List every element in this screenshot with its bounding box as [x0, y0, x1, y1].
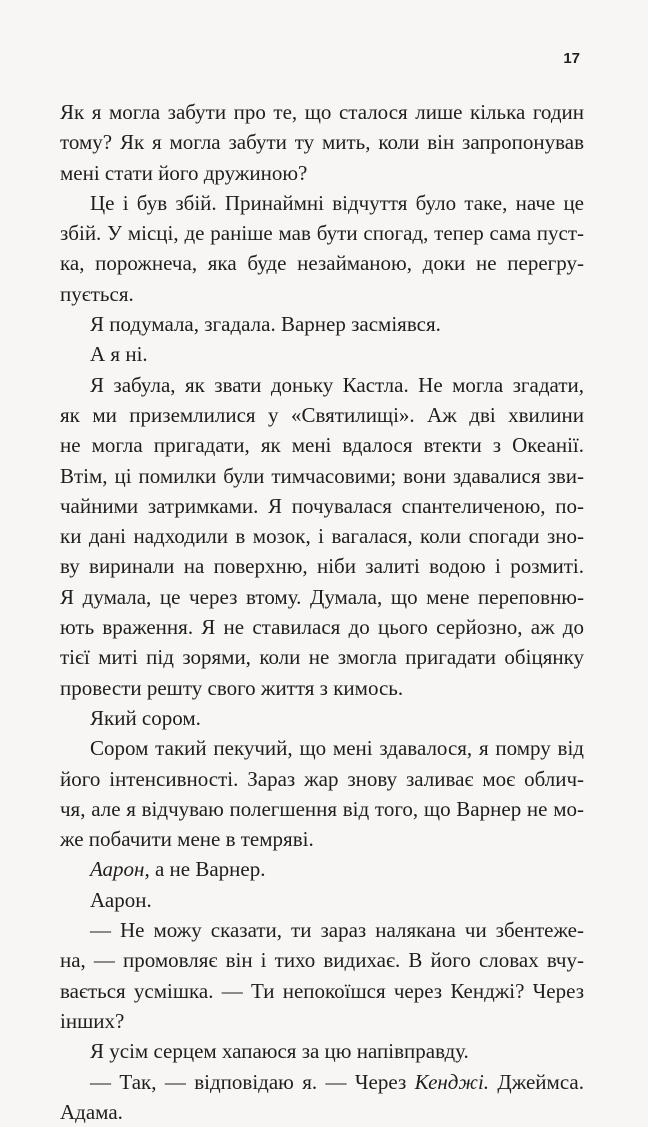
- text-line: пується.: [60, 281, 134, 306]
- text-line: ки дані надходили в мозок, і вагалася, коли спогади зно-: [60, 524, 584, 549]
- text-line: вається усмішка. — Ти непокоїшся через Кенджі? Через: [60, 978, 584, 1003]
- text-line: Я думала, це через втому. Думала, що мене переповню-: [60, 584, 584, 609]
- text-line: Це і був збій. Принаймні відчуття було таке, наче це: [90, 190, 584, 215]
- text-line: як ми приземлилися у «Святилищі». Аж дві хвилини: [60, 402, 584, 427]
- text-line: Який сором.: [90, 705, 201, 730]
- text-line: ву виринали на поверхню, ніби залиті водою і розмиті.: [60, 554, 584, 579]
- text-line: Я подумала, згадала. Варнер засміявся.: [90, 312, 441, 337]
- text-line: збій. У місці, де раніше мав бути спогад, тепер сама пуст-: [60, 221, 584, 246]
- text-line: [60, 854, 584, 884]
- text-line: чя, але я відчуваю полегшення від того, що Варнер не мо-: [60, 796, 584, 821]
- italic-text: Кенджі.: [414, 1069, 490, 1094]
- text-line: мені стати його дружиною?: [60, 160, 308, 185]
- text-line: не могла пригадати, як мені вдалося втекти з Океанії.: [60, 433, 584, 458]
- text-line: — Не можу сказати, ти зараз налякана чи збентеже-: [90, 918, 584, 943]
- text-line: Втім, ці помилки були тимчасовими; вони здавалися зви-: [60, 463, 584, 488]
- text-line: ка, порожнеча, яка буде незайманою, доки не перегру-: [60, 251, 584, 276]
- text-line: Адама.: [60, 1099, 123, 1124]
- text-line: тому? Як я могла забути ту мить, коли він запропонував: [60, 130, 584, 155]
- text-line: тієї миті під зорями, коли не змогла пригадати обіцянку: [60, 645, 584, 670]
- text-span: — Так, — відповідаю я. — Через: [90, 1069, 415, 1094]
- text-line: Як я могла забути про те, що сталося лише кілька годин: [60, 100, 584, 124]
- italic-text: Аарон: [90, 857, 145, 882]
- text-line: на, — промовляє він і тихо видихає. В його словах вчу-: [60, 948, 584, 973]
- text-line: [60, 1067, 584, 1097]
- body-text: [60, 97, 584, 1127]
- text-line: його інтенсивності. Зараз жар знову заливає моє облич-: [60, 766, 584, 791]
- page-number: 17: [563, 50, 580, 67]
- text-span: , а не Варнер.: [144, 857, 266, 882]
- text-line: же побачити мене в темряві.: [60, 827, 314, 852]
- text-line: провести решту свого життя з кимось.: [60, 675, 404, 700]
- text-line: Сором такий пекучий, що мені здавалося, я помру від: [90, 736, 584, 761]
- text-line: А я ні.: [90, 342, 148, 367]
- text-line: Аарон.: [90, 887, 152, 912]
- text-line: ють враження. Я не ставилася до цього серйозно, аж до: [60, 615, 584, 640]
- text-line: інших?: [60, 1008, 125, 1033]
- text-span: Джеймса.: [489, 1069, 584, 1094]
- text-line: чайними затримками. Я почувалася спантеличеною, по-: [60, 493, 584, 518]
- text-line: Я забула, як звати доньку Кастла. Не могла згадати,: [90, 372, 584, 397]
- text-line: Я усім серцем хапаюся за цю напівправду.: [90, 1039, 469, 1064]
